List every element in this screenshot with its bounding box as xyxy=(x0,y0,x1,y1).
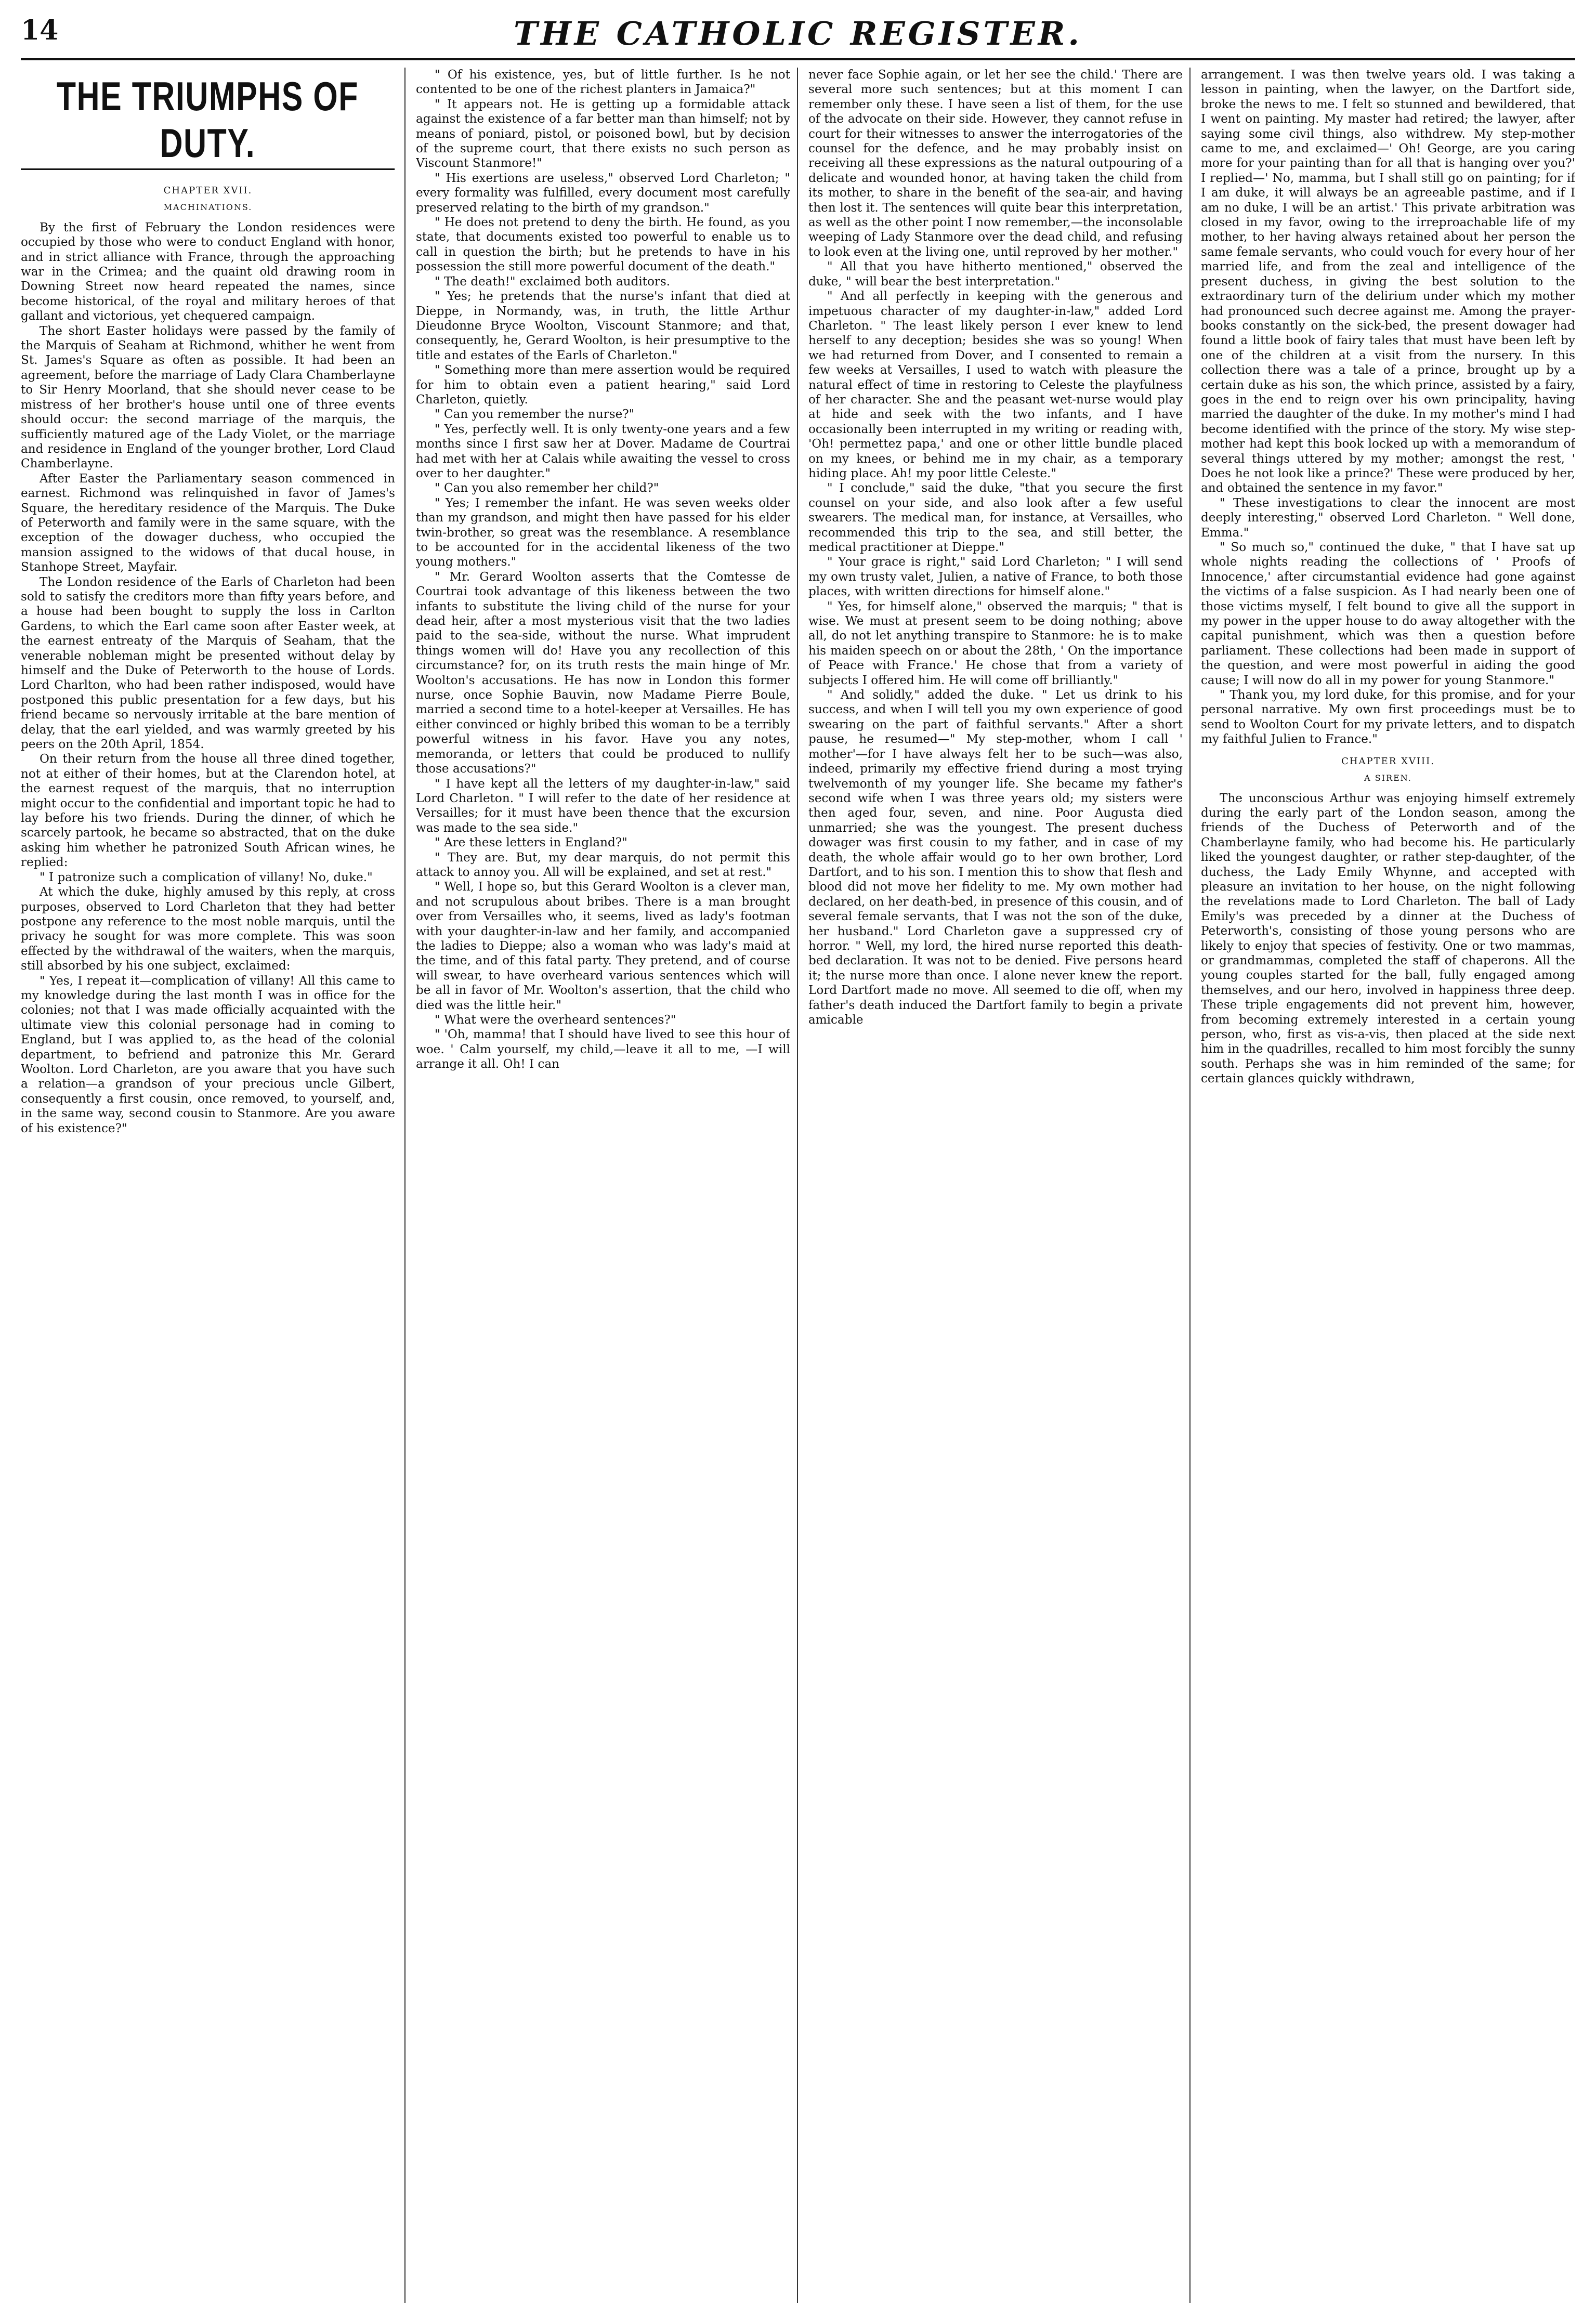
paragraph: " Of his existence, yes, but of little further. Is he not contented to be one of the richest planters in Jamaica?" xyxy=(416,68,790,97)
chapter-subtitle: A SIREN. xyxy=(1364,773,1412,783)
paragraph: never face Sophie again, or let her see the child.' There are several more such sentences; but at this moment I can remember only these. I have seen a list of them, for the use of the advocate on their side. However, they cannot refuse in court for their witnesses to answer the interrogatories of the counsel for the defence, and he may probably insist on receiving all these expressions as the natural outpouring of a delicate and wounded honor, at having taken the child from its mother, to share in the benefit of the sea-air, and having then lost it. The sentences will quite bear this interpretation, as well as the other point I now remember,—the inconsolable weeping of Lady Stanmore over the dead child, and refusing to look even at the living one, until reproved by her mother." xyxy=(808,68,1183,259)
paragraph: After Easter the Parliamentary season commenced in earnest. Richmond was relinquished in favor of James's Square, the hereditary residence of the Marquis. The Duke of Peterworth and family were in the same square, with the exception of the dowager duchess, who occupied the mansion assigned to the widows of that ducal house, in Stanhope Street, Mayfair. xyxy=(21,472,395,574)
column-1 xyxy=(21,68,395,2303)
chapter-subtitle: MACHINATIONS. xyxy=(163,202,253,213)
paragraph: By the first of February the London residences were occupied by those who were to conduct England with honor, and in strict alliance with France, through the approaching war in the Crimea; and the quaint old drawing room in Downing Street now heard repeated the names, since become historical, of the royal and military heroes of that gallant and victorious, yet chequered campaign. xyxy=(21,220,395,323)
paragraph: " Your grace is right," said Lord Charleton; " I will send my own trusty valet, Julien, a native of France, to both those places, with written directions for himself alone." xyxy=(808,555,1183,599)
paragraph: " Yes, for himself alone," observed the marquis; " that is wise. We must at present seem to be doing nothing; above all, do not let anything transpire to Stanmore: he is to make his maiden speech on or about the 28th, ' On the importance of Peace with France.' He chose that from a variety of subjects I offered him. He will come off brilliantly." xyxy=(808,599,1183,687)
paragraph: " Yes; I remember the infant. He was seven weeks older than my grandson, and might then have passed for his elder twin-brother, so great was the resemblance. A resemblance to be accounted for in the accidental likeness of the two young mothers." xyxy=(416,496,790,569)
paragraph: " Yes, perfectly well. It is only twenty-one years and a few months since I first saw her at Dover. Madame de Courtrai had met with her at Calais while awaiting the vessel to cross over to her daughter." xyxy=(416,422,790,480)
page-header xyxy=(21,15,1575,56)
paragraph: " I have kept all the letters of my daughter-in-law," said Lord Charleton. " I will refer to the date of her residence at Versailles; for it must have been thence that the excursion was made to the sea side." xyxy=(416,777,790,835)
paragraph: The unconscious Arthur was enjoying himself extremely during the early part of the London season, among the friends of the Duchess of Peterworth and of the Chamberlayne family, who had become his. He particularly liked the youngest daughter, or rather step-daughter, of the duchess, the Lady Emily Whynne, and accepted with pleasure an invitation to her house, on the night following the revelations made to Lord Charleton. The ball of Lady Emily's was preceded by a dinner at the Duchess of Peterworth's, consisting of those young persons who are likely to enjoy that species of festivity. One or two mammas, or grandmammas, completed the staff of chaperons. All the young couples started for the ball, fully engaged among themselves, and our hero, involved in happiness three deep. These triple engagements did not prevent him, however, from becoming extremely interested in a certain young person, who, first as vis-a-vis, then placed at the side next him in the quadrilles, recalled to him most forcibly the sunny south. Perhaps she was in him reminded of the same; for certain glances quickly withdrawn, xyxy=(1201,791,1575,1086)
paragraph: " Can you remember the nurse?" xyxy=(435,408,635,422)
paragraph: arrangement. I was then twelve years old. I was taking a lesson in painting, when the lawyer, on the Dartfort side, broke the news to me. I felt so stunned and bewildered, that I went on painting. My master had retired; the lawyer, after saying some civil things, also withdrew. My step-mother came to me, and exclaimed—' Oh! George, are you caring more for your painting than for all that is hanging over you?' I replied—' No, mamma, but I shall still go on painting; for if I am duke, it will always be an agreeable pastime, and if I am no duke, I will be an artist.' This private arbitration was closed in my favor, owing to the irreproachable life of my mother, to her having always retained about her person the same female servants, who could vouch for every hour of her married life, and from the zeal and intelligence of the present duchess, in giving the best solution to the extraordinary turn of the delirium under which my mother had pronounced such decree against me. Among the prayer-books constantly on the sick-bed, the present dowager had found a little book of fairy tales that must have been left by one of the children at a visit from the nursery. In this collection there was a tale of a prince, brought up by a certain duke as his son, the which prince, assisted by a fairy, goes in the end to reign over his own principality, having married the daughter of the duke. In my mother's mind I had become identified with the prince of the story. My wise step-mother had kept this book locked up with a memorandum of several things uttered by my mother; amongst the rest, ' Does he not look like a prince?' These were produced by her, and obtained the sentence in my favor." xyxy=(1201,68,1575,495)
paragraph: " What were the overheard sentences?" xyxy=(435,1013,676,1027)
paragraph: " These investigations to clear the innocent are most deeply interesting," observed Lord Charleton. " Well done, Emma." xyxy=(1201,496,1575,540)
paragraph: " It appears not. He is getting up a formidable attack against the existence of a far better man than himself; not by means of poniard, pistol, or poisoned bowl, but by decision of the supreme court, that there exists no such person as Viscount Stanmore!" xyxy=(416,97,790,171)
paragraph: The London residence of the Earls of Charleton had been sold to satisfy the creditors more than fifty years before, and a house had been bought to supply the loss in Carlton Gardens, to which the Earl came soon after Easter week, at the earnest entreaty of the Marquis of Seaham, that the venerable nobleman might be presented without delay by himself and the Duke of Peterworth to the house of Lords. Lord Charlton, who had been rather indisposed, would have postponed this public presentation for a few days, but his friend became so nervously irritable at the bare mention of delay, that the earl yielded, and was warmly greeted by his peers on the 20th April, 1854. xyxy=(21,575,395,752)
paragraph: The short Easter holidays were passed by the family of the Marquis of Seaham at Richmond, whither he went from St. James's Square as often as possible. It had been an agreement, before the marriage of Lady Clara Chamberlayne to Sir Henry Moorland, that she should never cease to be mistress of her brother's house until one of three events should occur: the second marriage of the marquis, the sufficiently matured age of the Lady Violet, or the marriage and residence in England of the younger brother, Lord Claud Chamberlayne. xyxy=(21,324,395,471)
paragraph: " He does not pretend to deny the birth. He found, as you state, that documents existed too powerful to enable us to call in question the birth; but he pretends to have in his possession the still more powerful document of the death." xyxy=(416,216,790,274)
paragraph: " Mr. Gerard Woolton asserts that the Comtesse de Courtrai took advantage of this likeness between the two infants to substitute the living child of the nurse for your dead heir, after a most mysterious visit that the two ladies paid to the sea-side, without the nurse. What imprudent things women will do! Have you any recollection of this circumstance? for, on its truth rests the main hinge of Mr. Woolton's accusations. He has now in London this former nurse, once Sophie Bauvin, now Madame Pierre Boule, married a second time to a hotel-keeper at Versailles. He has either convinced or highly bribed this woman to be a terribly powerful witness in his favor. Have you any notes, memoranda, or letters that could be produced to nullify those accusations?" xyxy=(416,570,790,776)
paragraph: " All that you have hitherto mentioned," observed the duke, " will bear the best interpretation." xyxy=(808,260,1183,289)
paragraph: " Can you also remember her child?" xyxy=(435,481,659,495)
chapter-heading: CHAPTER XVIII. xyxy=(1341,755,1435,767)
chapter-heading: CHAPTER XVII. xyxy=(163,185,253,196)
column-2 xyxy=(416,68,790,2303)
paragraph: " I conclude," said the duke, "that you secure the first counsel on your side, and also look after a few useful swearers. The medical man, for instance, at Versailles, who recommended this trip to the sea, and still better, the medical practitioner at Dieppe." xyxy=(808,481,1183,554)
paragraph: " The death!" exclaimed both auditors. xyxy=(435,274,671,289)
paragraph: " They are. But, my dear marquis, do not permit this attack to annoy you. All will be explained, and set at rest." xyxy=(416,850,790,879)
paragraph: " And all perfectly in keeping with the generous and impetuous character of my daughter-in-law," added Lord Charleton. " The least likely person I ever knew to lend herself to any deception; besides she was so young! When we had returned from Dover, and I consented to remain a few weeks at Versailles, I used to watch with pleasure the natural effect of time in restoring to Celeste the playfulness of her character. She and the peasant wet-nurse would play at hide and seek with the two infants, and I have occasionally been interrupted in my writing or reading with, 'Oh! permettez papa,' and one or other little bundle placed on my knees, or behind me in my chair, as a temporary hiding place. Ah! my poor little Celeste." xyxy=(808,290,1183,480)
column-divider xyxy=(404,68,405,2303)
paragraph: " Thank you, my lord duke, for this promise, and for your personal narrative. My own first proceedings must be to send to Woolton Court for my private letters, and to dispatch my faithful Julien to France." xyxy=(1201,688,1575,747)
column-4 xyxy=(1201,68,1575,2303)
paragraph: " Well, I hope so, but this Gerard Woolton is a clever man, and not scrupulous about bribes. There is a man brought over from Versailles who, it seems, lived as lady's footman with your daughter-in-law and her family, and accompanied the ladies to Dieppe; also a woman who was lady's maid at the time, and of this fatal party. They pretend, and of course will swear, to have overheard various sentences which will be all in favor of Mr. Woolton's assertion, that the child who died was the little heir." xyxy=(416,880,790,1012)
paragraph: At which the duke, highly amused by this reply, at cross purposes, observed to Lord Charleton that they had better postpone any reference to the most noble marquis, until the privacy he sought for was more complete. This was soon effected by the withdrawal of the waiters, when the marquis, still absorbed by his one subject, exclaimed: xyxy=(21,885,395,973)
paragraph: " 'Oh, mamma! that I should have lived to see this hour of woe. ' Calm yourself, my child,—leave it all to me, —I will arrange it all. Oh! I can xyxy=(416,1028,790,1071)
column-3 xyxy=(808,68,1183,2303)
header-rule xyxy=(21,58,1575,60)
column-divider xyxy=(1189,68,1191,2303)
paragraph: " Yes; he pretends that the nurse's infant that died at Dieppe, in Normandy, was, in truth, the little Arthur Dieudonne Bryce Woolton, Viscount Stanmore; and that, consequently, he, Gerard Woolton, is heir presumptive to the title and estates of the Earls of Charleton." xyxy=(416,290,790,362)
column-divider xyxy=(797,68,798,2303)
paragraph: On their return from the house all three dined together, not at either of their homes, but at the Clarendon hotel, at the earnest request of the marquis, that no interruption might occur to the confidential and important topic he had to lay before his two friends. During the dinner, of which he scarcely partook, he became so abstracted, that on the duke asking him whether he patronized South African wines, he replied: xyxy=(21,752,395,870)
paragraph: " Are these letters in England?" xyxy=(435,836,627,850)
paragraph: " His exertions are useless," observed Lord Charleton; " every formality was fulfilled, every document most carefully preserved relating to the birth of my grandson." xyxy=(416,171,790,215)
paragraph: " So much so," continued the duke, " that I have sat up whole nights reading the collections of ' Proofs of Innocence,' after circumstantial evidence had gone against the victims of a false suspicion. As I had nearly been one of those victims myself, I felt bound to give all the support in my power in the upper house to do away altogether with the capital punishment, which was then a question before parliament. These collections had been made in support of the question, and were most powerful in aiding the good cause; I will now do all in my power for young Stanmore." xyxy=(1201,541,1575,687)
paragraph: " And solidly," added the duke. " Let us drink to his success, and when I will tell you my own experience of good swearing on the part of faithful servants." After a short pause, he resumed—" My step-mother, whom I call ' mother'—for I have always felt her to be such—was also, indeed, primarily my effective friend during a most trying twelvemonth of my younger life. She became my father's second wife when I was three years old; my sisters were then aged four, seven, and nine. Poor Augusta died unmarried; she was the youngest. The present duchess dowager was first cousin to my father, and in case of my death, the whole affair would go to her own brother, Lord Dartfort, and to his son. I mention this to show that flesh and blood did not move her fidelity to me. My own mother had declared, on her death-bed, in presence of this cousin, and of several female servants, that I was not the son of the duke, her husband." Lord Charleton gave a suppressed cry of horror. " Well, my lord, the hired nurse reported this death-bed declaration. It was not to be denied. Five persons heard it; the nurse more than once. I alone never knew the report. Lord Dartfort made no move. All seemed to die off, when my father's death induced the Dartfort family to begin a private amicable xyxy=(808,688,1183,1027)
paragraph: " I patronize such a complication of villany! No, duke." xyxy=(40,870,373,884)
article-title: THE TRIUMPHS OF DUTY. xyxy=(21,73,395,170)
paragraph: " Something more than mere assertion would be required for him to obtain even a patient hearing," said Lord Charleton, quietly. xyxy=(416,363,790,407)
paragraph: " Yes, I repeat it—complication of villany! All this came to my knowledge during the last month I was in office for the colonies; not that I was made officially acquainted with the ultimate view this colonial personage had in coming to England, but I was applied to, as the head of the colonial department, to befriend and patronize this Mr. Gerard Woolton. Lord Charleton, are you aware that you have such a relation—a grandson of your precious uncle Gilbert, consequently a first cousin, once removed, to yourself, and, in the same way, second cousin to Stanmore. Are you aware of his existence?" xyxy=(21,974,395,1135)
page-number: 14 xyxy=(21,15,59,46)
masthead: THE CATHOLIC REGISTER. xyxy=(514,15,1082,53)
